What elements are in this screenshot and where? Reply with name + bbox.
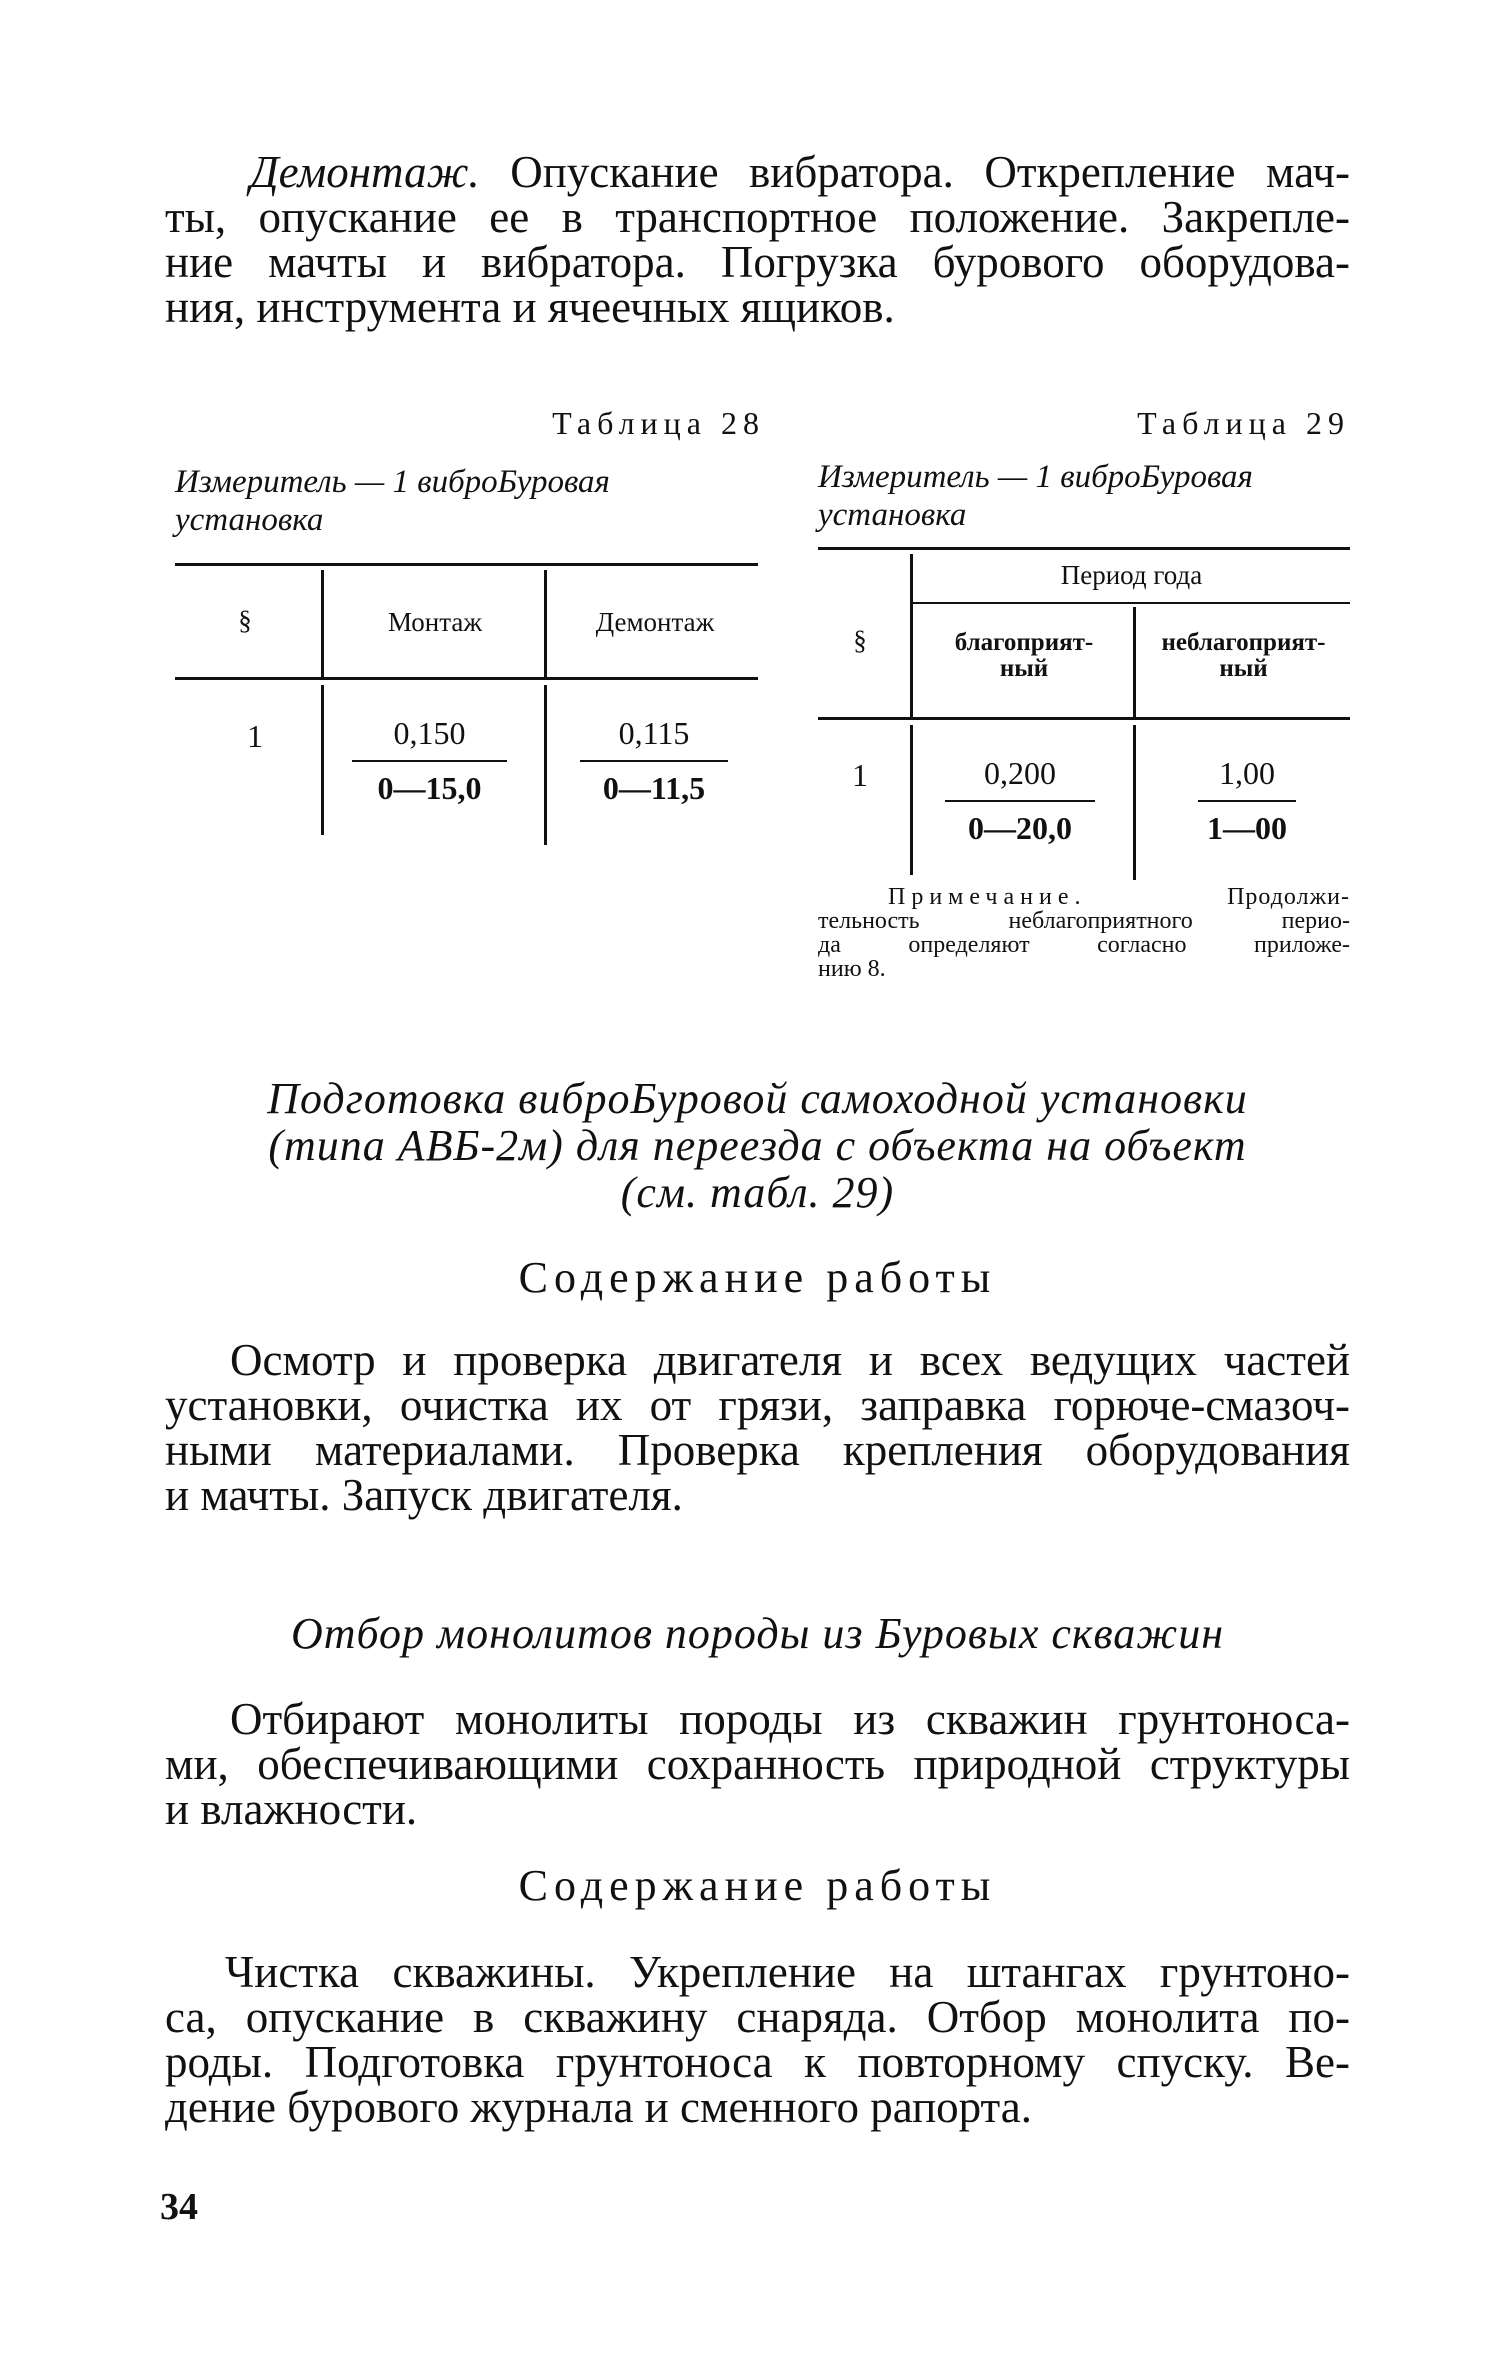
section2-line-4: дение бурового журнала и сменного рапорта.	[165, 2082, 1032, 2132]
table29-measure-line-1: Измеритель — 1 виброБуровая	[818, 459, 1253, 495]
table28-header-dismount: Демонтаж	[595, 607, 715, 637]
table29-header-favorable	[915, 630, 1133, 682]
table29-top-rule	[818, 547, 1350, 550]
section1-heading-line-2: (типа АВБ-2м) для переезда с объекта на объект	[268, 1121, 1247, 1170]
section1-heading	[165, 1075, 1350, 1216]
intro-paragraph	[165, 147, 1350, 332]
table29-note-line-4: нию 8.	[818, 956, 886, 982]
table29-divider-2-body	[1133, 725, 1136, 880]
table28-divider-2-body	[544, 685, 547, 845]
section2-line-3: роды. Подготовка грунтоноса к повторному спуску. Ве-	[165, 2037, 1350, 2087]
table29-row-section: 1	[852, 757, 868, 793]
table29-favorable-value	[945, 755, 1095, 847]
table28-header-rule	[175, 677, 758, 680]
intro-line-4: ния, инструмента и ячеечных ящиков.	[165, 282, 895, 332]
table28-dismount-range: 0—11,5	[602, 770, 706, 806]
table28-row-section: 1	[247, 718, 263, 754]
table28-caption: Таблица 28	[552, 405, 765, 441]
section1-heading-line-3: (см. табл. 29)	[620, 1168, 895, 1217]
table29-header-section: §	[853, 625, 867, 655]
table29-unfavorable-rate: 1,00	[1198, 755, 1296, 802]
section1-line-4: и мачты. Запуск двигателя.	[165, 1470, 683, 1520]
table29-measure-line-2: установка	[818, 497, 967, 533]
section1-heading-line-1: Подготовка виброБуровой самоходной установки	[267, 1074, 1248, 1123]
section2-intro-line-2: ми, обеспечивающими сохранность природной структуры	[165, 1739, 1350, 1789]
table29-favorable-rate: 0,200	[945, 755, 1095, 802]
table29-divider-2	[1133, 607, 1136, 717]
section2-line-1: Чистка скважины. Укрепление на штангах грунтоно-	[225, 1947, 1350, 1997]
table29-header-favorable-line-2: ный	[999, 655, 1049, 682]
table29-measure	[818, 458, 1358, 534]
table29-note	[818, 885, 1350, 981]
table28-header-section: §	[238, 605, 252, 635]
section2-heading: Отбор монолитов породы из Буровых скважин	[290, 1609, 1225, 1658]
table29-note-line-1	[818, 885, 1350, 909]
section2-paragraph	[165, 1947, 1350, 2132]
table29-note-text-1: Продолжи-	[1086, 884, 1350, 910]
intro-text-1: Опускание вибратора. Открепление мач-	[479, 147, 1350, 197]
table29-unfavorable-value	[1198, 755, 1296, 847]
table29-header-rule	[818, 717, 1350, 720]
table29-unfavorable-range: 1—00	[1207, 810, 1287, 846]
table29-note-line-3: да определяют согласно приложе-	[818, 932, 1350, 958]
table28-measure-line-1: Измеритель — 1 виброБуровая	[175, 464, 610, 500]
section2-intro-line-1: Отбирают монолиты породы из скважин грунтоноса-	[230, 1694, 1350, 1744]
intro-line-2: ты, опускание ее в транспортное положение. Закрепле-	[165, 192, 1350, 242]
section2-intro	[165, 1694, 1350, 1834]
intro-label: Демонтаж.	[250, 147, 480, 197]
table29-note-label: Примечание.	[888, 884, 1087, 910]
table28-mount-range: 0—15,0	[377, 770, 482, 806]
section1-content-title: Содержание работы	[518, 1253, 997, 1302]
table28-measure	[175, 463, 775, 539]
table28-header-mount: Монтаж	[387, 607, 483, 637]
section1-line-2: установки, очистка их от грязи, заправка горюче-смазоч-	[165, 1380, 1350, 1430]
section1-line-3: ными материалами. Проверка крепления оборудования	[165, 1425, 1350, 1475]
table28-dismount-rate: 0,115	[580, 715, 728, 762]
table29-header-unfavorable-line-1: неблагоприят-	[1161, 629, 1326, 656]
table29-header-unfavorable-line-2: ный	[1219, 655, 1268, 682]
table28-divider-1	[321, 570, 324, 677]
table29-note-line-2: тельность неблагоприятного перио-	[818, 908, 1350, 934]
table29-header-period: Период года	[1060, 560, 1203, 590]
section2-line-2: са, опускание в скважину снаряда. Отбор монолита по-	[165, 1992, 1350, 2042]
intro-line-3: ние мачты и вибратора. Погрузка бурового оборудова-	[165, 237, 1350, 287]
page-number: 34	[160, 2186, 198, 2228]
table28-divider-2	[544, 570, 547, 677]
table29-header-favorable-line-1: благоприят-	[954, 629, 1094, 656]
section1-paragraph	[165, 1335, 1350, 1520]
table28-dismount-value	[580, 715, 728, 807]
section2-intro-line-3: и влажности.	[165, 1784, 418, 1834]
section1-line-1: Осмотр и проверка двигателя и всех ведущих частей	[230, 1335, 1350, 1385]
section2-content-title: Содержание работы	[518, 1861, 997, 1910]
table28-mount-rate: 0,150	[352, 715, 507, 762]
table29-caption: Таблица 29	[1137, 405, 1350, 441]
table28-measure-line-2: установка	[175, 502, 324, 538]
intro-line-1	[165, 147, 1350, 197]
table29-divider-1-body	[910, 725, 913, 875]
table28-top-rule	[175, 563, 758, 566]
table28-mount-value	[352, 715, 507, 807]
table28-divider-1-body	[321, 685, 324, 835]
table29-favorable-range: 0—20,0	[968, 810, 1072, 846]
table29-period-rule	[913, 602, 1350, 604]
table29-header-unfavorable	[1137, 630, 1350, 682]
